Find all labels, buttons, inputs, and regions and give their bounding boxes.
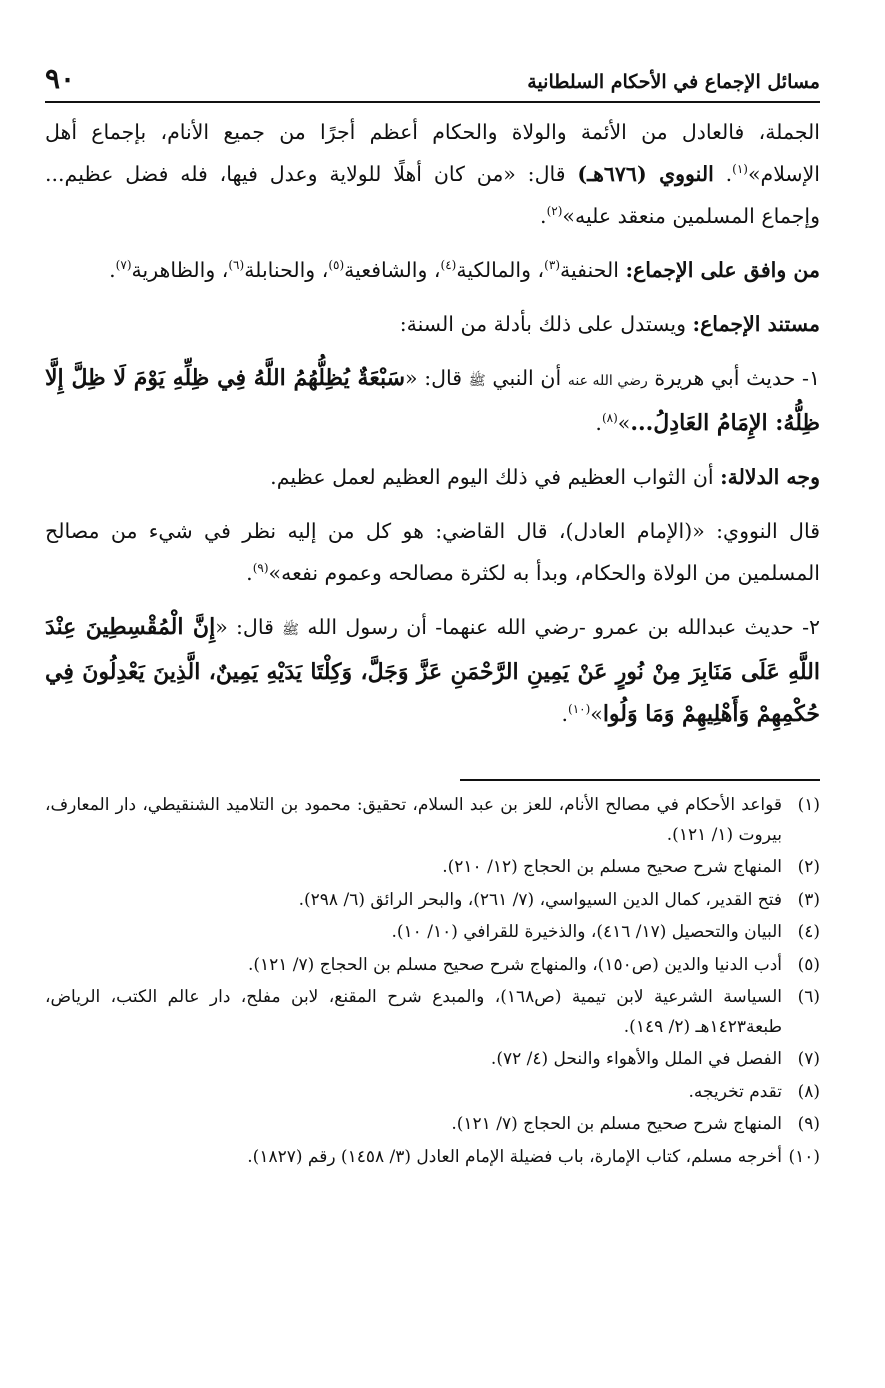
paragraph-4 xyxy=(45,357,820,444)
footnote-text: المنهاج شرح صحيح مسلم بن الحجاج (٧/ ١٢١). xyxy=(451,1114,782,1134)
text-run: قال: « xyxy=(215,615,283,639)
text-run: ، والمالكية xyxy=(456,258,545,282)
footnote-ref-6[interactable]: (٦) xyxy=(228,258,245,273)
text-run: . xyxy=(246,561,253,585)
footnote-divider xyxy=(460,779,820,781)
footnote-text: المنهاج شرح صحيح مسلم بن الحجاج (١٢/ ٢١٠). xyxy=(442,857,782,877)
hadith-text-2: إِنَّ الْمُقْسِطِينَ عِنْدَ اللَّهِ عَلَى مَنَابِرَ مِنْ نُورٍ عَنْ يَمِينِ الرَّحْمَنِ عَزَّ وَجَلَّ، وَكِلْتَا يَدَيْهِ يَمِينٌ، الَّذِينَ يَعْدِلُونَ فِي حُكْمِهِمْ وَأَهْلِيهِمْ وَمَا وَلُوا xyxy=(45,614,820,727)
footnote-8 xyxy=(45,1078,820,1108)
footnote-number: (٢) xyxy=(797,857,820,877)
footnote-number: (٤) xyxy=(797,922,820,942)
paragraph-5 xyxy=(45,456,820,498)
footnote-text: أدب الدنيا والدين (ص١٥٠)، والمنهاج شرح صحيح مسلم بن الحجاج (٧/ ١٢١). xyxy=(247,954,782,975)
text-run: ١- حديث أبي هريرة xyxy=(647,366,820,390)
footnote-2 xyxy=(45,853,820,883)
text-run: الحنفية xyxy=(560,258,626,282)
text-run: ، والشافعية xyxy=(344,258,441,282)
consensus-heading: من وافق على الإجماع: xyxy=(625,258,820,282)
footnote-number: (١) xyxy=(797,795,820,815)
footnote-number: (٥) xyxy=(797,954,820,975)
footnote-number: (١٠) xyxy=(788,1146,820,1167)
text-run: أن الثواب العظيم في ذلك اليوم العظيم لعمل عظيم. xyxy=(270,465,721,489)
text-run: » xyxy=(617,411,631,435)
footnote-ref-5[interactable]: (٥) xyxy=(328,258,345,273)
text-run: ويستدل على ذلك بأدلة من السنة: xyxy=(399,312,693,336)
paragraph-7 xyxy=(45,606,820,735)
salawat-honorific: ﷺ xyxy=(468,373,486,389)
footnote-text: فتح القدير، كمال الدين السيواسي، (٧/ ٢٦١)، والبحر الرائق (٦/ ٢٩٨). xyxy=(298,889,782,910)
text-run: ، والحنابلة xyxy=(244,258,329,282)
text-run: . xyxy=(595,411,602,435)
footnote-9 xyxy=(45,1110,820,1140)
nawawi-heading: النووي (٦٧٦هـ) xyxy=(577,162,714,186)
text-run: » xyxy=(590,702,603,726)
footnote-text: تقدم تخريجه. xyxy=(688,1081,782,1102)
footnote-text: البيان والتحصيل (١٧/ ٤١٦)، والذخيرة للقرافي (١٠/ ١٠). xyxy=(391,922,782,942)
footnote-text: السياسة الشرعية لابن تيمية (ص١٦٨)، والمبدع شرح المقنع، لابن مفلح، دار عالم الكتب، الرياض، طبعة١٤٢٣هـ (٢/ ١٤٩). xyxy=(45,987,782,1037)
footnote-number: (٣) xyxy=(797,889,820,910)
footnote-6 xyxy=(45,983,820,1042)
radiya-honorific: رضي الله عنه xyxy=(567,373,648,389)
hadith-text-1: سَبْعَةٌ يُظِلُّهُمُ اللَّهُ فِي ظِلِّهِ يَوْمَ لَا ظِلَّ إِلَّا ظِلُّهُ: الإِمَامُ العَادِلُ... xyxy=(45,365,820,436)
footnote-number: (٩) xyxy=(797,1114,820,1134)
paragraph-1 xyxy=(45,111,820,237)
footnote-ref-8[interactable]: (٨) xyxy=(601,411,618,426)
footnote-10 xyxy=(45,1143,820,1173)
text-run: أن النبي xyxy=(485,366,568,390)
footnote-ref-9[interactable]: (٩) xyxy=(252,561,269,576)
footnote-number: (٦) xyxy=(797,987,820,1007)
footnote-text: الفصل في الملل والأهواء والنحل (٤/ ٧٢). xyxy=(490,1049,782,1069)
footnote-number: (٨) xyxy=(797,1081,820,1102)
paragraph-6 xyxy=(45,510,820,594)
indication-heading: وجه الدلالة: xyxy=(720,465,820,489)
text-run: . xyxy=(109,258,116,282)
footnote-text: أخرجه مسلم، كتاب الإمارة، باب فضيلة الإمام العادل (٣/ ١٤٥٨) رقم (١٨٢٧). xyxy=(247,1146,782,1167)
text-run: . xyxy=(540,204,547,228)
footnote-5 xyxy=(45,951,820,981)
paragraph-2 xyxy=(45,249,820,291)
book-page xyxy=(45,62,820,1175)
paragraph-3 xyxy=(45,303,820,345)
basis-heading: مستند الإجماع: xyxy=(692,312,820,336)
text-run: قال النووي: «(الإمام العادل)، قال القاضي: هو كل من إليه نظر في شيء من مصالح المسلمين من الولاة والحكام، وبدأ به لكثرة مصالحه وعموم نفعه» xyxy=(45,519,820,585)
main-text xyxy=(45,111,820,735)
footnote-7 xyxy=(45,1045,820,1075)
footnote-number: (٧) xyxy=(797,1049,820,1069)
running-header xyxy=(45,62,820,103)
text-run: قال: « xyxy=(405,366,469,390)
footnote-ref-10[interactable]: (١٠) xyxy=(568,702,591,717)
footnote-text: قواعد الأحكام في مصالح الأنام، للعز بن عبد السلام، تحقيق: محمود بن التلاميد الشنقيطي، دار المعارف، بيروت (١/ ١٢١). xyxy=(45,795,782,845)
footnote-ref-4[interactable]: (٤) xyxy=(440,258,457,273)
text-run: ٢- حديث عبدالله بن عمرو -رضي الله عنهما- أن رسول الله xyxy=(299,615,821,639)
text-run: . xyxy=(561,702,568,726)
text-run: ، والظاهرية xyxy=(131,258,229,282)
footnote-3 xyxy=(45,886,820,916)
page-number: ٩٠ xyxy=(45,62,76,95)
footnote-4 xyxy=(45,918,820,948)
footnote-1 xyxy=(45,791,820,850)
salawat-honorific: ﷺ xyxy=(282,622,300,638)
text-run: قال: «من كان أهلًا للولاية وعدل فيها، فله فضل عظيم... وإجماع المسلمين منعقد عليه» xyxy=(45,162,820,228)
footnote-ref-3[interactable]: (٣) xyxy=(544,258,560,273)
text-run: الجملة، فالعادل من الأئمة والولاة والحكام أعظم أجرًا من جميع الأنام، بإجماع أهل الإسلام» xyxy=(45,120,820,186)
footnote-ref-7[interactable]: (٧) xyxy=(115,258,132,273)
text-run: . xyxy=(713,162,733,186)
running-title: مسائل الإجماع في الأحكام السلطانية xyxy=(527,71,820,93)
footnotes xyxy=(45,791,820,1172)
footnote-ref-2[interactable]: (٢) xyxy=(546,204,563,219)
footnote-ref-1[interactable]: (١) xyxy=(732,162,748,177)
